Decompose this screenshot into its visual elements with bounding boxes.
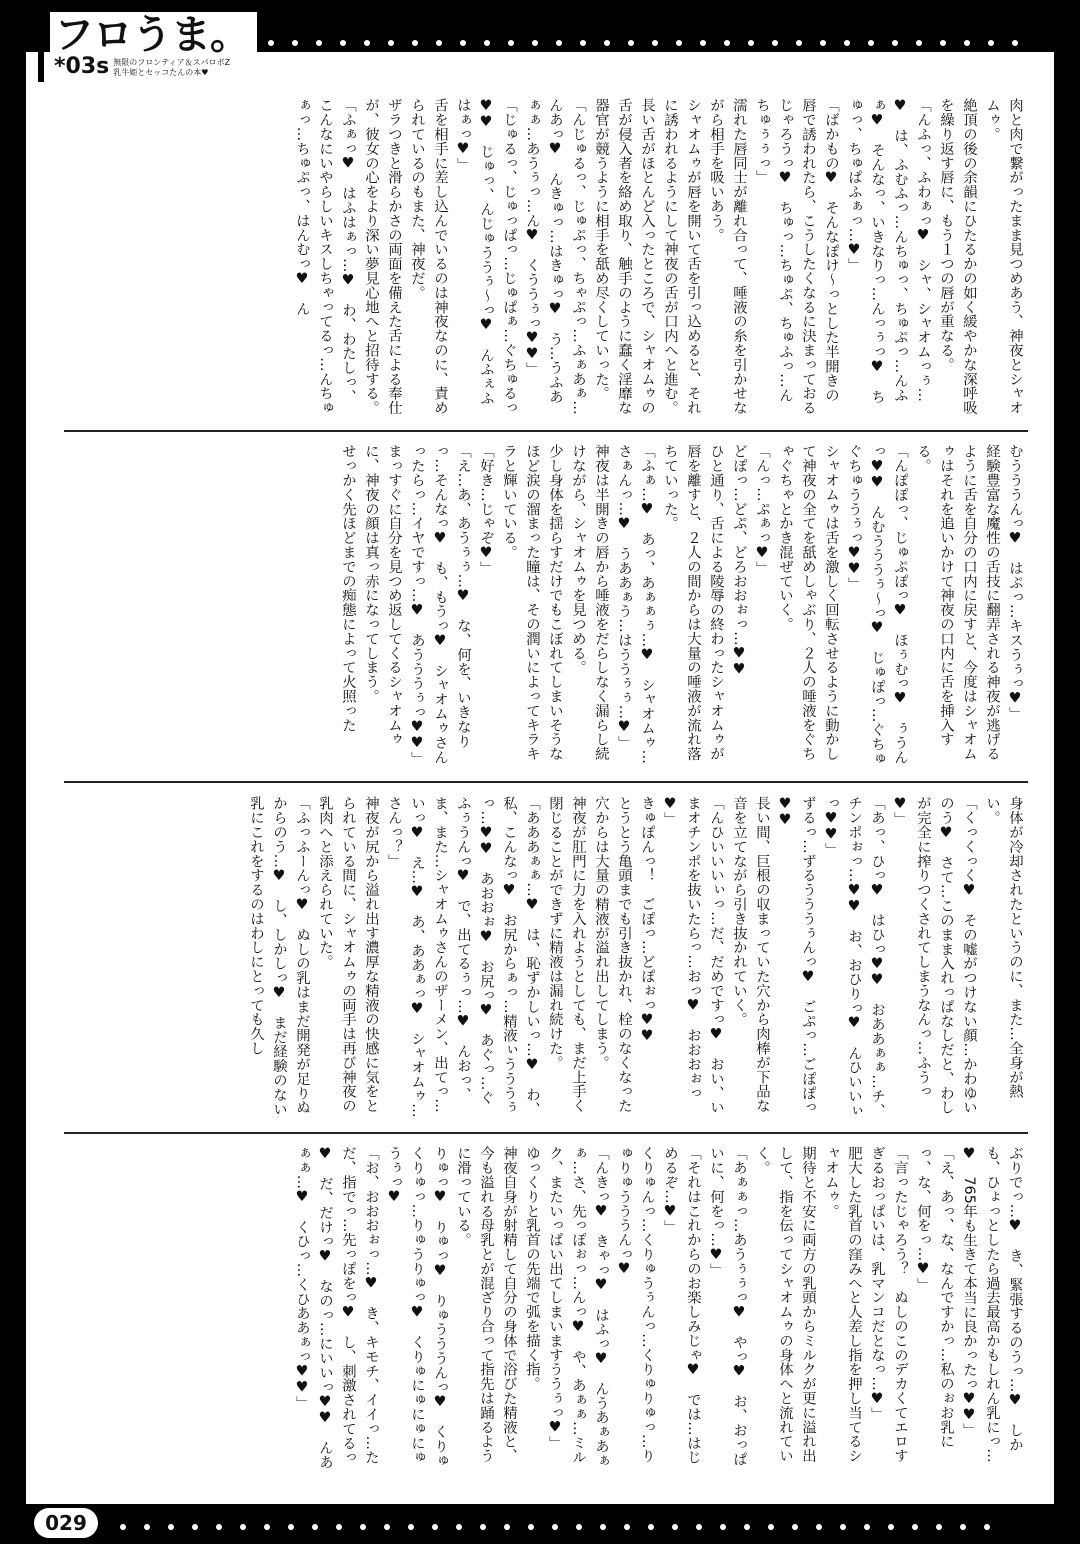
section-divider-2	[64, 781, 1028, 783]
title-accent-bar	[38, 28, 44, 82]
bottom-dot-decoration	[120, 1524, 990, 1530]
issue-number: *03s	[54, 54, 110, 79]
top-dot-decoration	[268, 40, 1018, 46]
section-2-text: むうううんっ♥ はぷっ…キスうぅっ♥」 経験豊富な魔性の舌技に翻弄される神夜が逃げるように舌を自分の口内に戻すと、今度はシャオムゥはそれを追いかけて神夜の口内に舌を挿入する。 「んぽぽっ、じゅぷぽっ♥ ほぅむっ♥ ぅうんっ♥♥ んむうううぅ〜っ♥ じゅぽっ…ぐちゅぐちゅううぅっ♥♥」 シャオムゥは舌を激しく回転させるように動かして神夜の全てを舐めしゃぶり、２人の唾液をぐちゃぐちゃとかき混ぜていく。 「んっ…ぷぁっ♥」 どぽっ…どぷ、どろおおぉっ…♥♥ ひと通り、舌による陵辱の終わったシャオムゥが唇を離すと、２人の間からは大量の唾液が流れ落ちていった。 「ふぁ…♥ あっ、あぁぁぅ…♥ シャオムゥ…さぁんっ…♥ うああぁう…はううぅぅ…♥」 神夜は半開きの唇から唾液をだらしなく漏らし続けながら、シャオムゥを見つめる。 少し身体を揺らすだけでもこぼれてしまいそうなほど涙の溜まった瞳は、その潤いによってキラキラと輝いている。 「好き…じゃぞ♥」 「え…あ、あうぅぅ…♥ な、何を、いきなりっ…そんなっ♥ も、もうっ♥ シャオムゥさんったらっ…イヤですっ…♥ あうううぅっ♥♥」 まっすぐに自分を見つめ返してくるシャオムゥに、神夜の顔は真っ赤になってしまう。 せっかく先ほどまでの痴態によって火照った	[340, 444, 1023, 766]
subtitle-line-2: 乳牛姫とセッコたんの本♥	[113, 68, 209, 77]
section-3-text: 身体が冷却されたというのに、また…全身が熱い。 「くっくっく♥ その嘘がつけない顔…かわゆいのう♥ さて…このまま入れっぱなしだと、わしが完全に搾りつくされてしまうなんっ…ふうっ♥」 「あっ、ひっ♥ はひっ♥♥ おああぁぁ…チ、チンポぉっ…♥♥ お、おひりっ♥ んひいいぃっ♥♥」 ずるっ…ずるうううぅんっ♥ ごぷっ…ごぽぽっ♥♥ 長い間、巨根の収まっていた穴から肉棒が下品な音を立てながら引き抜かれていく。 「んひいいいぃっ…だ、だめですっ♥ おい、いまオチンポを抜いたらっ…おっ♥ おおおぉっ♥」 きゅぽんっ！ ごぽっ…どぽぉっ♥♥ とうとう亀頭までも引き抜かれ、栓のなくなった穴からは大量の精液が溢れ出してしまう。 神夜が肛門に力を入れようとしても、まだ上手く閉じることができずに精液は漏れ続けた。 「あああぁぁ…♥ は、恥ずかしいっ…♥ わ、私、こんなっ♥ お尻からぁっ…精液ぃうううぅっ…♥♥ あおおぉ♥ お尻っ♥ あぐっ…ぐふぅうんっ♥ で、出てるぅっ…♥ んおっ、ま、また…シャオムゥさんのザーメン、出てっ…いっ♥ え…♥ あ、ああぁっ♥ シャオムゥ…さんっ？」 神夜が尻から溢れ出す濃厚な精液の快感に気をとられている間に、シャオムゥの両手は再び神夜の乳肉へと添えられていた。 「ふっふーんっ♥ ぬしの乳はまだ開発が足りぬからのう…♥ し、しかしっ♥ まだ経験のない乳にこれをするのはわしにとっても久し	[248, 796, 1023, 1118]
section-1-text: 肉と肉で繋がったまま見つめあう、神夜とシャオムゥ。 絶頂の後の余韻にひたるかの如く緩やかな深呼吸を繰り返す唇に、もう１つの唇が重なる。 「んふっ、ふわぁっ♥ シャ、シャオムっぅ…♥ は、ふむふっ…んちゅっ、ちゅぷっ…んふぁ♥ そんなっ、いきなりっ…んっぅっ♥ ちゅっ、ちゅぱふぁっ…♥」 「ばかもの♥ そんなぽけ〜っとした半開きの唇で誘われたら、こうしたくなるに決まっておるじゃろうっ♥ ちゅっ…ちゅぷ、ちゅふっ…んちゅぅぅっ」 濡れた唇同士が離れ合って、唾液の糸を引かせながら相手を吸いあう。 シャオムゥが唇を開いて舌を引っ込めると、それに誘われるようにして神夜の舌が口内へと進む。 長い舌がほとんど入ったところで、シャオムゥの舌が侵入者を絡め取り、触手のように蠢く淫靡な器官が競うように相手を舐め尽くしていった。 「んじゅるっ、じゅぷっ、ちゃぷっ…ふぁあぁ…んあっ♥ んきゅっ…はきゅっ♥ う…うふあぁぁ…あうぅっ…ん♥ くううぅっ♥♥」 「じゅるっ、じゅっぱっ…じゅぱぁ…ぐちゅるっ♥♥ じゅっ、んじゅううぅ〜っ♥ んふぇふはぁっ♥」 舌を相手に差し込んでいるのは神夜なのに、責められているのもまた、神夜だ。 ザラつきと滑らかさの両面を備えた舌による奉仕が、彼女の心をより深い夢見心地へと招待する。 「ふぁっ♥ はふはぁっ…♥ わ、わたしっ、こんなにいやらしいキスしちゃってるっ…んちゅぁっ…ちゅぷっ、はんむっ♥ ん	[294, 98, 1023, 415]
page-header	[38, 12, 257, 82]
text-section-2	[66, 444, 1026, 766]
section-4-text: ぶりでっ…♥ き、緊張するのうっ…♥ しかも、ひょっとしたら過去最高かもしれん乳にっ…♥ 765年も生きて本当に良かったっ♥♥」 「え、あっ、な、なんですかっ…私のぉお乳にっ、な、何をっ…♥」 「言ったじゃろう？ ぬしのこのデカくてエロすぎるおっぱいは、乳マンコだとなっ…♥」 肥大した乳首の窪みへと人差し指を押し当てるシャオムゥ。 期待と不安に両方の乳頭からミルクが更に溢れ出して、指を伝ってシャオムゥの身体へと流れていく。 「あぁぁっ…あうぅぅっ♥ やっ♥ お、おっぱいに、何をっ…♥」 「それはこれからのお楽しみじゃ♥ では…はじめるぞ…♥」 くりゅんっ…くりゅうぅんっ…くりゅりゅっ…りゅりゅうううんっ♥ 「んきっ♥ きゃっ♥ はふっ♥ んうあぁあぁぁ…さ、先っぽぉっ…んっ♥ や、あぁぁ…ミルク、またいっぱい出てしまいますううぅっ♥」 ゆっくりと乳首の先端で弧を描く指。 神夜自身が射精して自分の身体で浴びた精液と、今も溢れる母乳とが混ざり合って指先は踊るように滑っている。 りゅっ♥ りゅっ♥ りゅうううんっ♥ くりゅくりゅっ…りゅうりゅっ♥ くりゅにゅにゅにゅうぅっ♥ 「お、おおおぉっ…♥ き、キモチ、イイっ…ただ、指でっ…先っぽをっ♥ し、刺激されてるっ♥ だ、だけっ♥ なのっ…にいいっ♥♥ んあぁぁ…♥ くひっ…くひああぁっ♥♥」	[294, 1146, 1023, 1470]
title-box	[50, 12, 257, 82]
title-subline	[54, 56, 249, 78]
left-frame-band	[0, 0, 26, 1544]
section-divider-3	[64, 1132, 1028, 1134]
section-divider-1	[64, 430, 1028, 432]
right-frame-band	[1054, 0, 1080, 1544]
subtitle	[113, 58, 230, 78]
text-section-1	[66, 98, 1026, 416]
page-number: 029	[34, 1508, 98, 1538]
text-section-4	[66, 1146, 1026, 1476]
book-title: フロうま。	[54, 12, 249, 58]
text-section-3	[66, 796, 1026, 1118]
subtitle-line-1: 無限のフロンティア＆スパロボZ	[113, 58, 231, 67]
text-panel	[46, 80, 1046, 1492]
